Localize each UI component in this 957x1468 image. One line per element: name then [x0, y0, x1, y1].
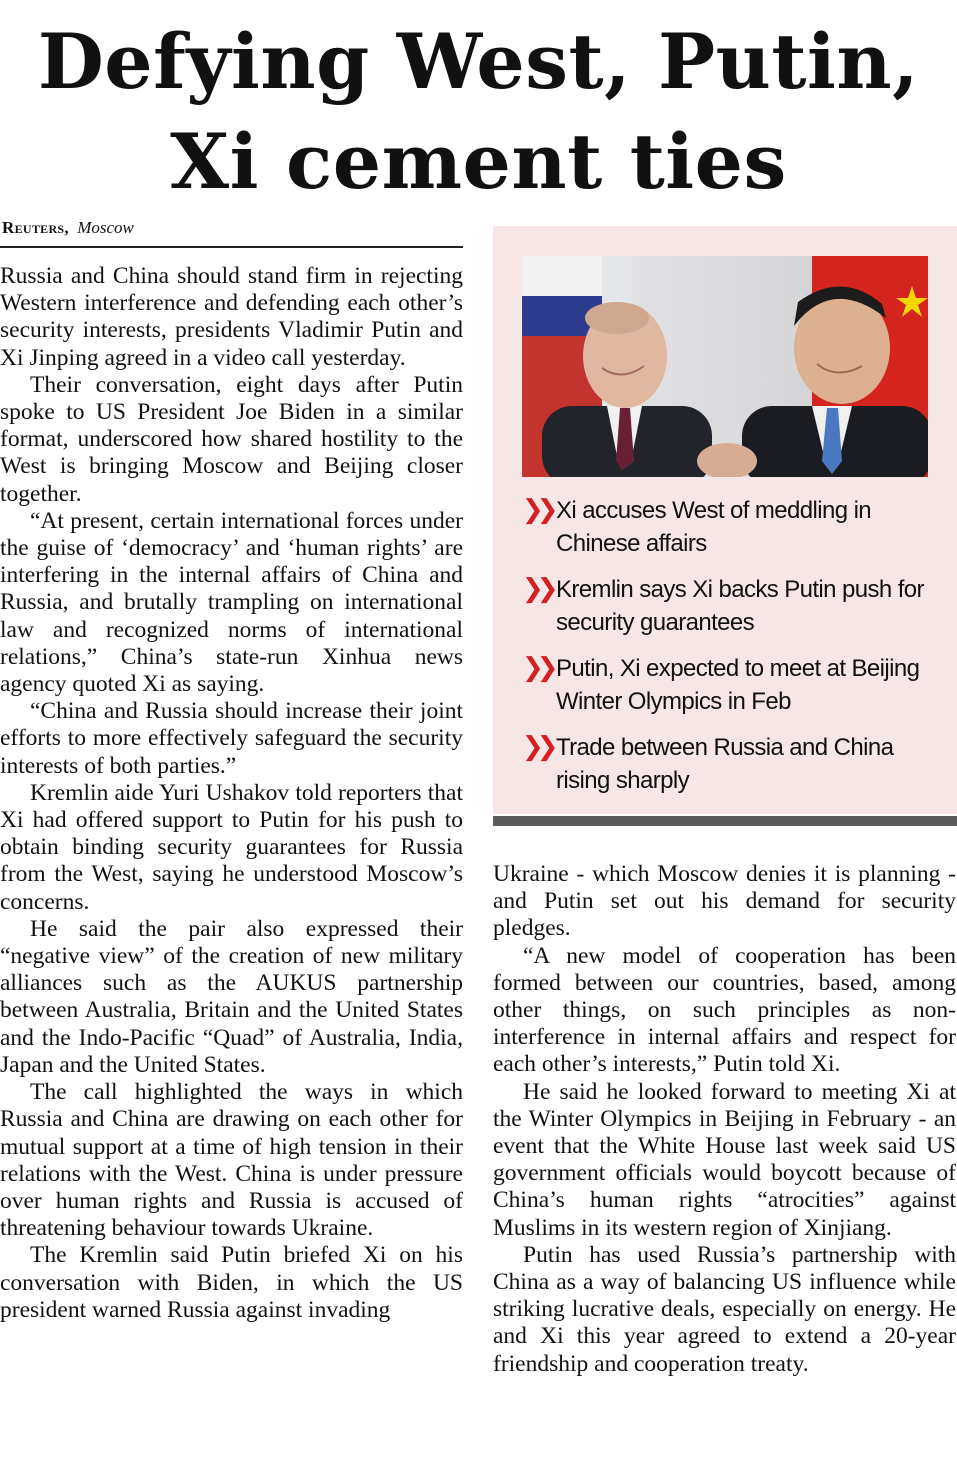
putin-xi-photo-illustration — [522, 256, 928, 477]
highlights-box-bottom-bar — [493, 816, 957, 826]
paragraph: Russia and China should stand firm in rejecting Western interference and defending each other’s security interests, presidents Vladimir Putin and Xi Jinping agreed in a video call yesterday. — [0, 263, 463, 371]
highlight-text: Trade between Russia and China rising sharply — [556, 734, 894, 794]
byline-place: Moscow — [77, 218, 134, 237]
highlight-text: Putin, Xi expected to meet at Beijing Winter Olympics in Feb — [556, 655, 920, 715]
paragraph: “A new model of cooperation has been formed between our countries, based, among other things, on such principles as non-interference in internal affairs and respect for each other’s interests,” Putin told Xi. — [493, 942, 956, 1078]
double-chevron-right-icon: ❯❯ — [522, 495, 552, 525]
paragraph: The Kremlin said Putin briefed Xi on his conversation with Biden, in which the US president warned Russia against invading — [0, 1242, 463, 1323]
paragraph: He said he looked forward to meeting Xi at the Winter Olympics in Beijing in February - an event that the White House last week said US government officials would boycott because of China’s human rights “atrocities” against Muslims in its western region of Xinjiang. — [493, 1078, 956, 1241]
double-chevron-right-icon: ❯❯ — [522, 653, 552, 683]
highlight-text: Xi accuses West of meddling in Chinese affairs — [556, 497, 872, 557]
byline-rule — [0, 246, 463, 248]
headline-line-2: Xi cement ties — [170, 117, 787, 206]
article-column-2 — [493, 861, 956, 1461]
highlight-text: Kremlin says Xi backs Putin push for security guarantees — [556, 576, 924, 636]
highlight-item — [522, 573, 942, 639]
highlight-item — [522, 652, 942, 718]
highlights-list — [522, 494, 942, 810]
headline — [0, 12, 957, 212]
byline — [2, 218, 134, 238]
paragraph: He said the pair also expressed their “negative view” of the creation of new military alliances such as the AUKUS partnership between Australia, Britain and the United States and the Indo-Pacific “Quad” of Australia, India, Japan and the United States. — [0, 915, 463, 1078]
highlight-item — [522, 494, 942, 560]
byline-agency: Reuters, — [2, 218, 69, 237]
paragraph: Putin has used Russia’s partnership with China as a way of balancing US influence while striking lucrative deals, especially on energy. He and Xi this year agreed to extend a 20-year friendship and cooperation treaty. — [493, 1241, 956, 1377]
paragraph-continued: Ukraine - which Moscow denies it is planning - and Putin set out his demand for security pledges. — [493, 861, 956, 942]
putin-xi-photo — [522, 256, 928, 477]
paragraph: The call highlighted the ways in which Russia and China are drawing on each other for mutual support at a time of high tension in their relations with the West. China is under pressure over human rights and Russia is accused of threatening behaviour towards Ukraine. — [0, 1079, 463, 1242]
paragraph: “China and Russia should increase their joint efforts to more effectively safeguard the security interests of both parties.” — [0, 698, 463, 779]
paragraph: Their conversation, eight days after Putin spoke to US President Joe Biden in a similar format, underscored how shared hostility to the West is bringing Moscow and Beijing closer together. — [0, 371, 463, 507]
highlight-item — [522, 731, 942, 797]
double-chevron-right-icon: ❯❯ — [522, 732, 552, 762]
headline-line-1: Defying West, Putin, — [37, 17, 920, 106]
double-chevron-right-icon: ❯❯ — [522, 574, 552, 604]
paragraph: Kremlin aide Yuri Ushakov told reporters that Xi had offered support to Putin for his push to obtain binding security guarantees for Russia from the West, saying he understood Moscow’s concerns. — [0, 779, 463, 915]
article-column-1 — [0, 263, 463, 1468]
paragraph: “At present, certain international forces under the guise of ‘democracy’ and ‘human rights’ are interfering in the internal affairs of China and Russia, and brutally trampling on international law and recognized norms of international relations,” China’s state-run Xinhua news agency quoted Xi as saying. — [0, 507, 463, 698]
